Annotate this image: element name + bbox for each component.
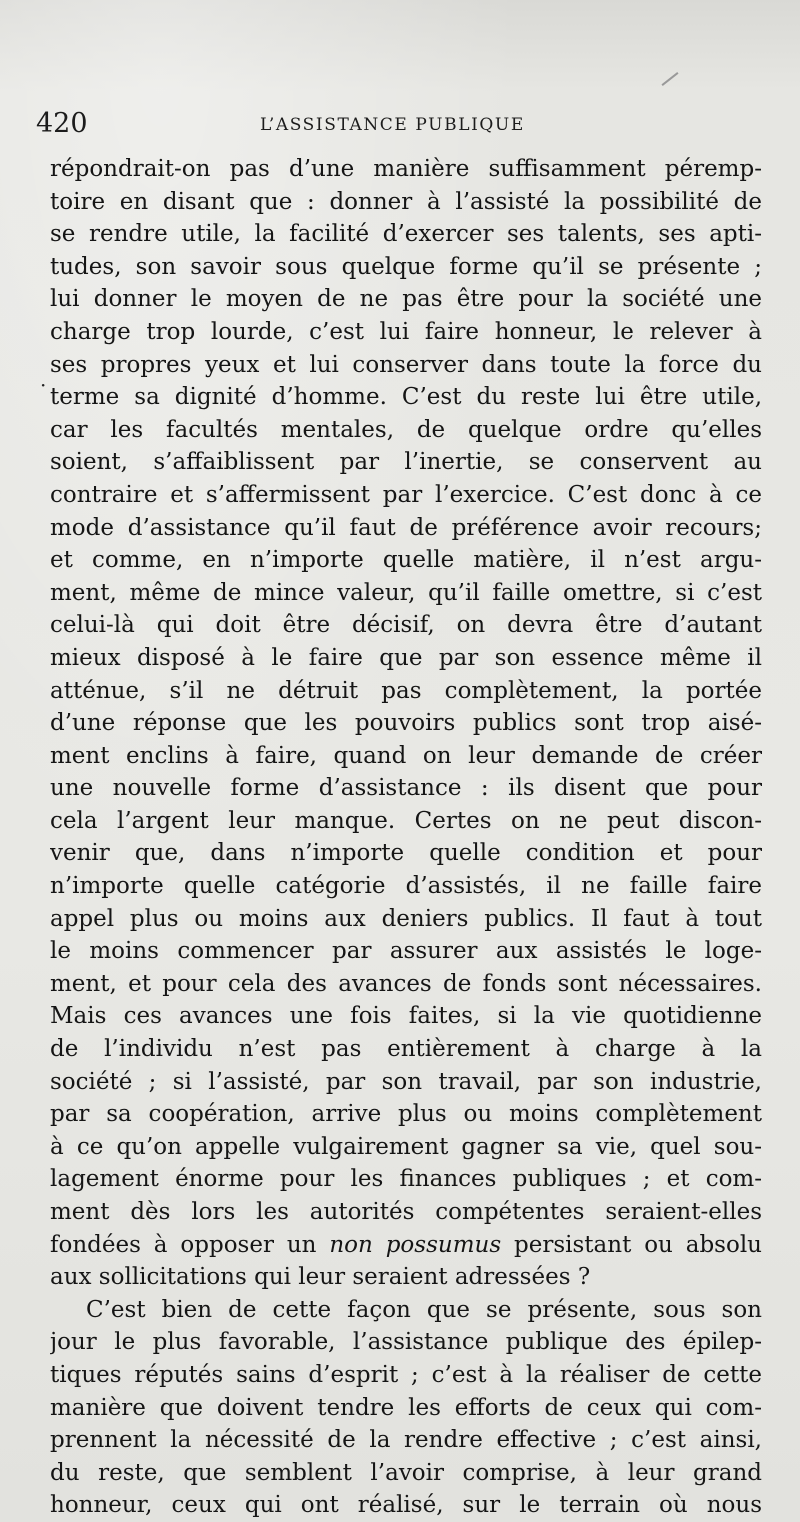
text-line: car les facultés mentales, de quelque ordre qu’elles — [50, 416, 762, 443]
page-header — [36, 108, 756, 144]
text-line: atténue, s’il ne détruit pas complètement, la portée — [50, 677, 762, 704]
text-line: d’une réponse que les pouvoirs publics sont trop aisé- — [50, 710, 762, 737]
text-line: par sa coopération, arrive plus ou moins complètement — [50, 1101, 762, 1128]
page-scratch-mark — [662, 72, 679, 86]
margin-dot: · — [40, 373, 47, 397]
text-line: aux sollicitations qui leur seraient adressées ? — [50, 1264, 591, 1291]
text-line: ment, et pour cela des avances de fonds sont nécessaires. — [50, 970, 762, 997]
text-line: du reste, que semblent l’avoir comprise, à leur grand — [50, 1459, 762, 1486]
text-line: Mais ces avances une fois faites, si la vie quotidienne — [50, 1003, 762, 1030]
text-line: n’importe quelle catégorie d’assistés, il ne faille faire — [50, 873, 762, 900]
text-line: lagement énorme pour les finances publiques ; et com- — [50, 1166, 762, 1193]
text-line: venir que, dans n’importe quelle condition et pour — [50, 840, 762, 867]
text-line: appel plus ou moins aux deniers publics. Il faut à tout — [50, 905, 762, 932]
text-line: une nouvelle forme d’assistance : ils disent que pour — [50, 775, 762, 802]
text-line: de l’individu n’est pas entièrement à charge à la — [50, 1036, 762, 1063]
text-line: soient, s’affaiblissent par l’inertie, se conservent au — [50, 449, 762, 476]
text-line: jour le plus favorable, l’assistance publique des épilep- — [50, 1329, 762, 1356]
text-line: charge trop lourde, c’est lui faire honneur, le relever à — [50, 318, 762, 345]
text-line: contraire et s’affermissent par l’exercice. C’est donc à ce — [50, 481, 762, 508]
text-line: lui donner le moyen de ne pas être pour la société une — [50, 286, 762, 313]
text-line: ment dès lors les autorités compétentes seraient-elles — [50, 1199, 762, 1225]
text-line: ses propres yeux et lui conserver dans toute la force du — [50, 351, 762, 378]
text-line: manière que doivent tendre les efforts de ceux qui com- — [50, 1394, 762, 1421]
text-line: prennent la nécessité de la rendre effective ; c’est ainsi, — [50, 1427, 762, 1454]
italic-phrase: non possumus — [329, 1231, 502, 1258]
paragraph-first-line: C’est bien de cette façon que se présente, sous son — [86, 1296, 762, 1323]
text-line: fondées à opposer un non possumus persistant ou absolu — [50, 1231, 762, 1258]
text-line: tudes, son savoir sous quelque forme qu’il se présente ; — [50, 253, 762, 280]
text-line: toire en disant que : donner à l’assisté la possibilité de — [50, 188, 762, 215]
text-line: se rendre utile, la facilité d’exercer ses talents, ses apti- — [50, 221, 762, 248]
text-line: ment enclins à faire, quand on leur demande de créer — [50, 742, 762, 769]
text-line: tiques réputés sains d’esprit ; c’est à la réaliser de cette — [50, 1361, 762, 1388]
body-text — [50, 153, 762, 1522]
text-line: terme sa dignité d’homme. C’est du reste lui être utile, — [50, 384, 762, 411]
text-line: ment, même de mince valeur, qu’il faille omettre, si c’est — [50, 579, 762, 606]
text-line: à ce qu’on appelle vulgairement gagner sa vie, quel sou- — [50, 1133, 762, 1160]
running-head: L’ASSISTANCE PUBLIQUE — [260, 115, 525, 135]
text-line: mieux disposé à le faire que par son essence même il — [50, 644, 762, 671]
text-line: mode d’assistance qu’il faut de préférence avoir recours; — [50, 514, 762, 541]
text-line: cela l’argent leur manque. Certes on ne peut discon- — [50, 807, 762, 834]
text-line: honneur, ceux qui ont réalisé, sur le terrain où nous — [50, 1492, 762, 1519]
page-number: 420 — [36, 108, 88, 139]
text-line: celui-là qui doit être décisif, on devra être d’autant — [50, 612, 762, 639]
text-line: société ; si l’assisté, par son travail, par son industrie, — [50, 1068, 762, 1095]
text-line: et comme, en n’importe quelle matière, il n’est argu- — [50, 547, 762, 574]
text-line: le moins commencer par assurer aux assistés le loge- — [50, 938, 762, 965]
text-line: répondrait-on pas d’une manière suffisamment péremp- — [50, 156, 762, 182]
